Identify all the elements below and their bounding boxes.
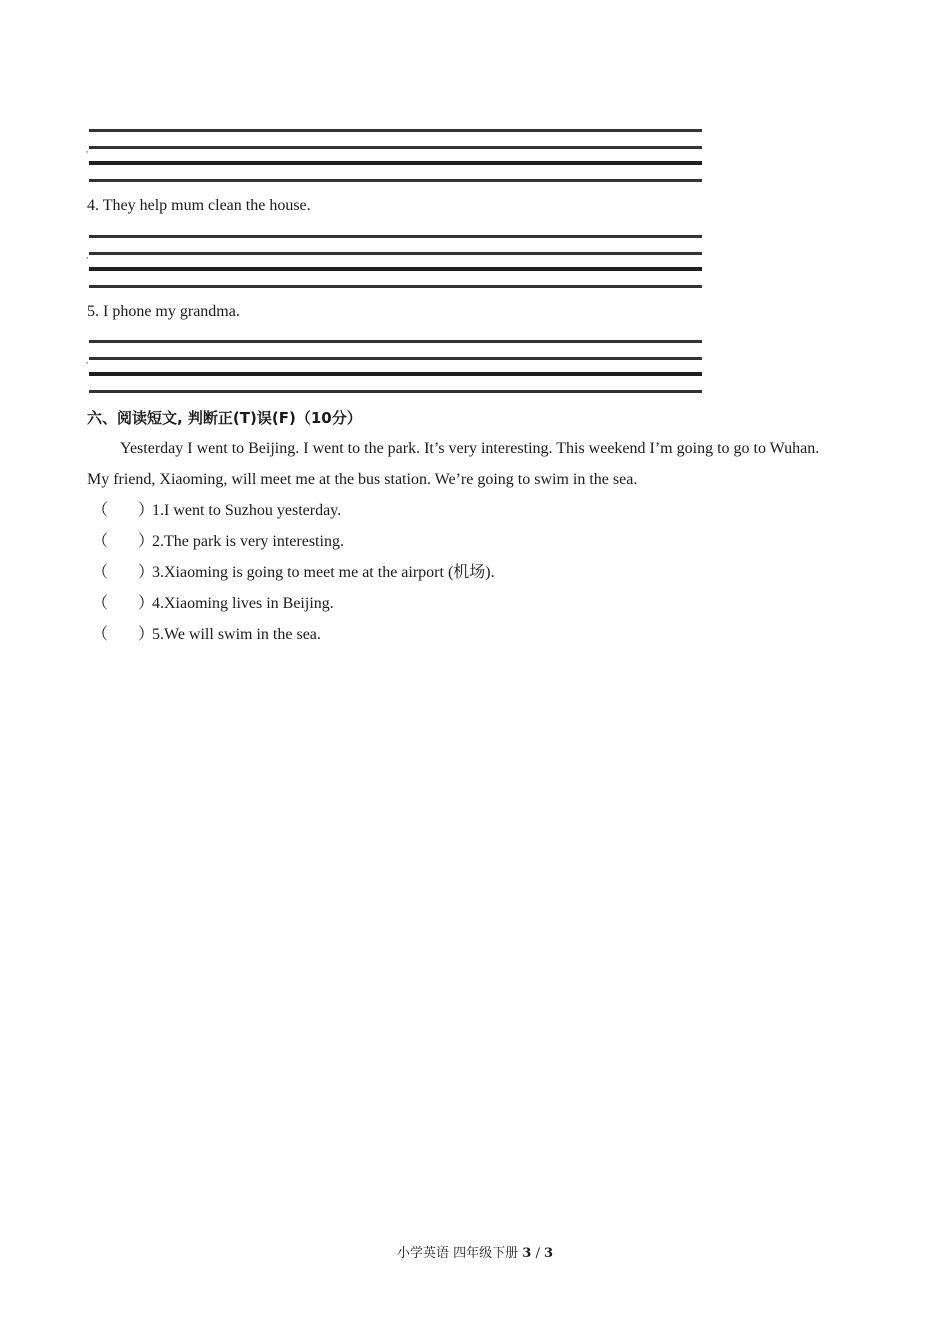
footer-text: 小学英语 四年级下册 (396, 1246, 519, 1261)
answer-blank-close: ） (138, 533, 155, 550)
writing-line (89, 372, 702, 376)
answer-blank-open: （ (92, 595, 109, 612)
section-title: 六、阅读短文, 判断正(T)误(F)（10分） (87, 409, 362, 427)
writing-line (89, 357, 702, 360)
answer-blank-close: ） (138, 502, 155, 519)
line-mark: , (86, 250, 89, 260)
question-3 (92, 563, 495, 583)
question-4 (92, 594, 334, 614)
writing-line (89, 340, 702, 343)
page-total: 3 (543, 1246, 554, 1261)
passage-line-1: Yesterday I went to Beijing. I went to the park. It’s very interesting. This weekend I’m going to go to Wuhan. (120, 440, 820, 457)
writing-lines-3 (86, 129, 702, 185)
answer-blank-open: （ (92, 564, 109, 581)
question-5 (92, 625, 321, 645)
writing-line (89, 179, 702, 182)
question-text: 3.Xiaoming is going to meet me at the airport (机场). (152, 564, 495, 581)
writing-item-5: 5. I phone my grandma. (87, 303, 240, 320)
writing-line (89, 252, 702, 255)
answer-blank-open: （ (92, 502, 109, 519)
answer-blank-open: （ (92, 626, 109, 643)
writing-line (89, 146, 702, 149)
question-text: 1.I went to Suzhou yesterday. (152, 502, 342, 519)
writing-line (89, 285, 702, 288)
question-text: 5.We will swim in the sea. (152, 626, 321, 643)
answer-blank-close: ） (138, 564, 155, 581)
answer-blank-open: （ (92, 533, 109, 550)
writing-line (89, 129, 702, 132)
writing-item-4: 4. They help mum clean the house. (87, 197, 311, 214)
question-2 (92, 532, 344, 552)
line-mark: , (86, 144, 89, 154)
writing-line (89, 235, 702, 238)
writing-line (89, 161, 702, 165)
answer-blank-close: ） (138, 595, 155, 612)
answer-blank-close: ） (138, 626, 155, 643)
page-footer (0, 1245, 950, 1263)
passage-line-2: My friend, Xiaoming, will meet me at the bus station. We’re going to swim in the sea. (87, 471, 638, 488)
question-text: 4.Xiaoming lives in Beijing. (152, 595, 334, 612)
page-separator: / (535, 1246, 540, 1261)
writing-lines-4 (86, 235, 702, 291)
question-text: 2.The park is very interesting. (152, 533, 344, 550)
question-1 (92, 501, 341, 521)
writing-lines-5 (86, 340, 702, 396)
writing-line (89, 267, 702, 271)
page-number: 3 (522, 1246, 532, 1261)
writing-line (89, 390, 702, 393)
line-mark: , (86, 355, 89, 365)
